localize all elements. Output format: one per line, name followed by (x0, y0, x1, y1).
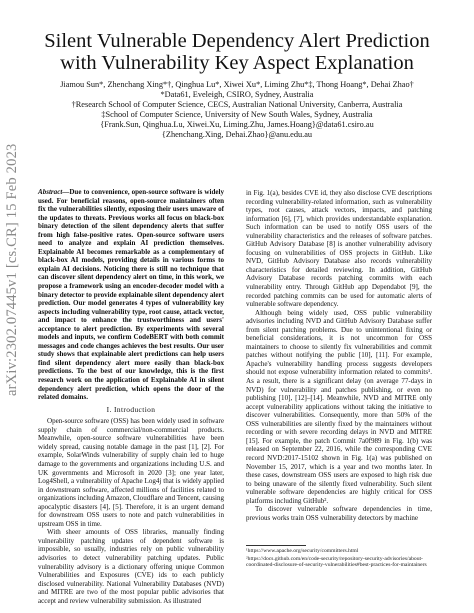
abstract-label: Abstract (38, 188, 63, 196)
section-heading-introduction: I. Introduction (106, 404, 156, 414)
abstract (38, 188, 224, 402)
right-paragraph-3: To discover vulnerable software dependencies in time, previous works train OSS vulnerability detectors by machine (246, 505, 432, 522)
footnote-1: ¹https://www.apache.org/security/committers.html (246, 548, 359, 554)
intro-paragraph-2: With sheer amounts of OSS libraries, manually finding vulnerability patching updates of dependent software is impossible, so usually, industries rely on public vulnerability advisories to detect vulnerability patching updates. Public vulnerability advisory is a dictionary offering unique Common Vulnerabilities and Exposures (CVE) ids to each publicly disclosed vulnerability. National Vulnerability Databases (NVD) and MITRE are two of the most popular public advisories that accept and review vulnerability submission. As illustrated (38, 528, 224, 605)
intro-paragraph-1: Open-source software (OSS) has been widely used in software supply chain of commercial/non-commercial products. Meanwhile, open-source software vulnerabilities have been widely spread, causing notable damage in the past [1], [2]. For example, SolarWinds vulnerability of supply chain led to huge damage to the governments and organizations including U.S. and UK governments and Microsoft in 2020 [3]; one year later, Log4Shell, a vulnerability of Apache Log4j that is widely applied in downstream software, affected millions of facilities related to organizations including Amazon, Cloudflare and Tencent, causing apocalyptic disasters [4], [5]. Therefore, it is an urgent demand for downstream OSS users to note and patch vulnerabilities in upstream OSS in time. (38, 417, 224, 528)
right-paragraph-1: in Fig. 1(a), besides CVE id, they also disclose CVE descriptions recording vulnerability-related information, such as vulnerability types, root causes, attack vectors, impacts, and patching information [6], [7], which provides understandable explanation. Such information can be used to notify OSS users of the vulnerability characteristics and the releases of software patches. GitHub Advisory Database [8] is another vulnerability advisory focusing on vulnerabilities of OSS projects in GitHub. Like NVD, GitHub Advisory Database also records vulnerability characteristics for detailed reviewing. In addition, GitHub Advisory Database records patching commits with each vulnerability entry. Through GitHub app Dependabot [9], the recorded patching commits can be used for automatic alerts of vulnerable software dependency. (246, 189, 432, 309)
footnote-rule (246, 545, 306, 546)
left-column (38, 188, 224, 605)
footnote-2: ²https://docs.github.com/en/code-security/repository-security-advisories/about-coordinated-disclosure-of-security-vulnerabilities#best-practices-for-maintainers (246, 555, 427, 569)
email-anu: {Zhenchang.Xing, Dehai.Zhao}@anu.edu.au (161, 130, 313, 139)
arxiv-stamp: arXiv:2302.07445v1 [cs.CR] 15 Feb 2023 (4, 143, 20, 397)
email-csiro: {Frank.Sun, Qinghua.Lu, Xiwei.Xu, Liming.Zhu, James.Hoang}@data61.csiro.au (100, 120, 374, 129)
affiliation-anu: †Research School of Computer Science, CECS, Australian National University, Canberra, Australia (71, 100, 403, 109)
footnotes (246, 545, 432, 570)
affiliation-data61: *Data61, Eveleigh, CSIRO, Sydney, Australia (160, 90, 314, 99)
right-paragraph-2: Although being widely used, OSS public vulnerability advisories including NVD and GitHub Advisory Database suffer from silent patching problems. Due to unintentional fixing or beneficial considerations, it is not uncommon for OSS maintainers to choose to silently fix vulnerabilities and commit patches without notifying the public [10], [11]. For example, Apache's vulnerability handling process suggests developers should not expose vulnerability information related to commits¹. As a result, there is a significant delay (on average 77-days in NVD) for vulnerability and patches publishing, or even no publishing [10], [12]–[14]. Meanwhile, NVD and MITRE only accept vulnerability applications without taking the initiative to discover vulnerabilities. Consequently, more than 50% of the OSS vulnerabilities are silently fixed by the maintainers without recording or with severe recording delays in NVD and MITRE [15]. For example, the patch Commit 7a0f989 in Fig. 1(b) was released on September 22, 2016, while the corresponding CVE record NVD:2017-15102 shown in Fig. 1(a) was published on November 15, 2017, which is a year and two months later. In these cases, downstream OSS users are exposed to high risk due to being unaware of the silently fixed vulnerability. Such silent vulnerable software dependencies are highly critical for OSS platforms including GitHub². (246, 308, 432, 505)
paper-title: Silent Vulnerable Dependency Alert Prediction with Vulnerability Key Aspect Explanation (44, 30, 430, 74)
right-column (246, 189, 432, 522)
abstract-text: —Due to convenience, open-source software is widely used. For beneficial reasons, open-source maintainers often fix the vulnerabilities silently, exposing their users unaware of the updates to threats. Previous works all focus on black-box binary detection of the silent dependency alerts that suffer from high false-positive rates. Open-source software users need to analyze and explain AI prediction themselves. Explainable AI becomes remarkable as a complementary of black-box AI models, providing details in various forms to explain AI decisions. Noticing there is still no technique that can discover silent dependency alert on time, in this work, we propose a framework using an encoder-decoder model with a binary detector to provide explainable silent dependency alert prediction. Our model generates 4 types of vulnerability key aspects including vulnerability type, root cause, attack vector, and impact to enhance the trustworthiness and users' acceptance to alert prediction. By experiments with several models and inputs, we confirm CodeBERT with both commit messages and code changes achieves the best results. Our user study shows that explainable alert predictions can help users find silent dependency alert more easily than black-box predictions. To the best of our knowledge, this is the first research work on the application of Explainable AI in silent dependency alert prediction, which opens the door of the related domains. (38, 188, 224, 402)
affiliation-unsw: ‡School of Computer Science, University of New South Wales, Sydney, Australia (101, 110, 373, 119)
author-block (40, 80, 434, 140)
author-names: Jiamou Sun*, Zhenchang Xing*†, Qinghua Lu*, Xiwei Xu*, Liming Zhu*‡, Thong Hoang*, Dehai Zhao† (60, 80, 414, 89)
